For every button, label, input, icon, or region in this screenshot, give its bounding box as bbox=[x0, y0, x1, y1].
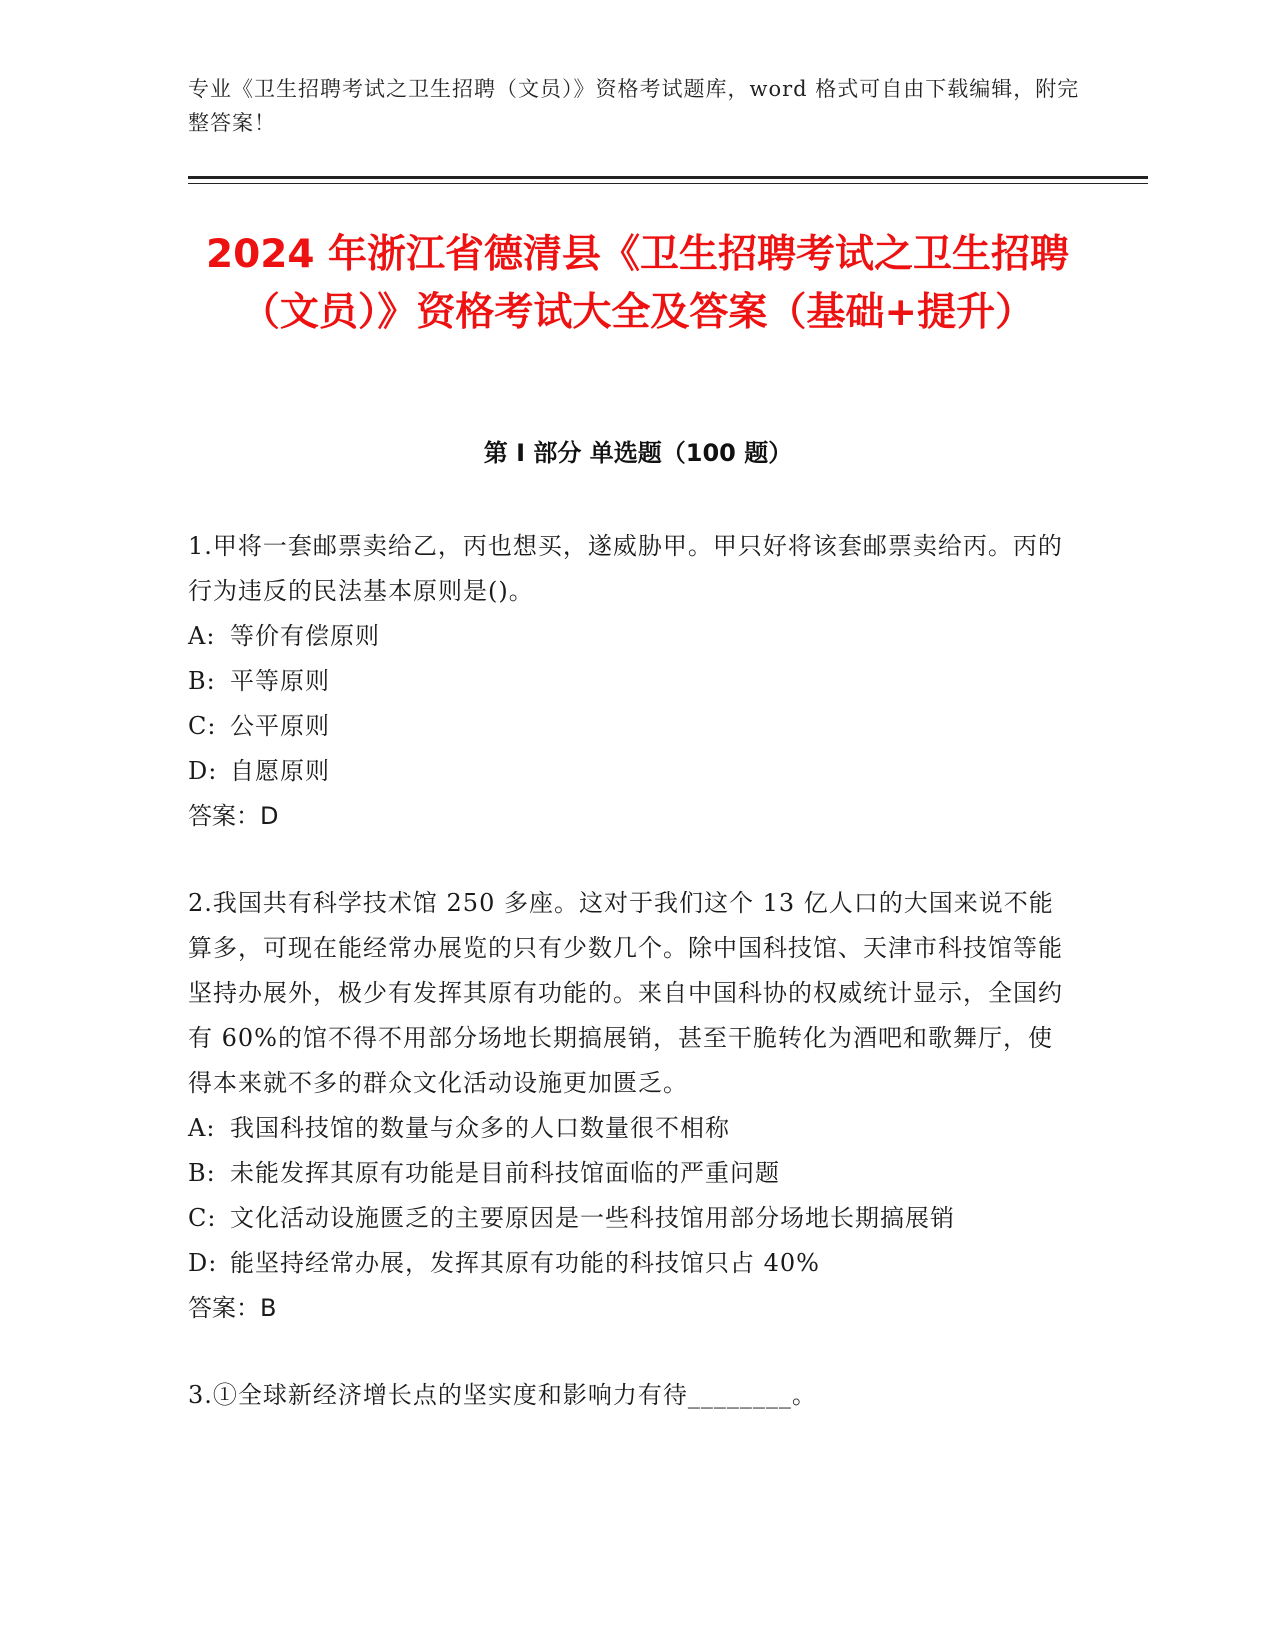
option-b bbox=[188, 659, 1068, 704]
option-letter: A: bbox=[188, 622, 216, 650]
option-c bbox=[188, 704, 1068, 749]
header-rule-thick bbox=[188, 176, 1148, 179]
option-letter: C: bbox=[188, 1204, 217, 1232]
answer-label: 答案：B bbox=[188, 1294, 277, 1322]
option-text: 未能发挥其原有功能是目前科技馆面临的严重问题 bbox=[230, 1159, 780, 1187]
option-a bbox=[188, 614, 1068, 659]
option-text: 公平原则 bbox=[230, 712, 330, 740]
question-2 bbox=[188, 881, 1068, 1331]
question-stem: 2.我国共有科学技术馆 250 多座。这对于我们这个 13 亿人口的大国来说不能算多，可现在能经常办展览的只有少数几个。除中国科技馆、天津市科技馆等能坚持办展外，极少有发挥其原有功能的。来自中国科协的权威统计显示，全国约有 60%的馆不得不用部分场地长期搞展销，甚至干脆转化为酒吧和歌舞厅，使得本来就不多的群众文化活动设施更加匮乏。 bbox=[188, 889, 1063, 1097]
option-b bbox=[188, 1151, 1068, 1196]
option-text: 平等原则 bbox=[230, 667, 330, 695]
option-letter: C: bbox=[188, 712, 217, 740]
option-text: 我国科技馆的数量与众多的人口数量很不相称 bbox=[230, 1114, 730, 1142]
option-letter: A: bbox=[188, 1114, 216, 1142]
option-d bbox=[188, 1241, 1068, 1286]
option-a bbox=[188, 1106, 1068, 1151]
option-letter: B: bbox=[188, 1159, 216, 1187]
option-c bbox=[188, 1196, 1068, 1241]
question-3 bbox=[188, 1373, 1068, 1418]
header-rule-thin bbox=[188, 183, 1148, 184]
option-text: 能坚持经常办展，发挥其原有功能的科技馆只占 40% bbox=[230, 1249, 820, 1277]
option-letter: D: bbox=[188, 757, 218, 785]
option-letter: D: bbox=[188, 1249, 218, 1277]
header-note: 专业《卫生招聘考试之卫生招聘（文员）》资格考试题库，word 格式可自由下载编辑，附完整答案！ bbox=[188, 77, 1080, 135]
question-1 bbox=[188, 524, 1068, 839]
section-heading: 第 I 部分 单选题（100 题） bbox=[483, 439, 793, 467]
option-text: 等价有偿原则 bbox=[230, 622, 380, 650]
option-d bbox=[188, 749, 1068, 794]
answer-label: 答案：D bbox=[188, 802, 279, 830]
document-title: 2024 年浙江省德清县《卫生招聘考试之卫生招聘（文员）》资格考试大全及答案（基础+提升） bbox=[205, 232, 1070, 335]
question-stem: 3.①全球新经济增长点的坚实度和影响力有待________。 bbox=[188, 1381, 817, 1409]
option-text: 自愿原则 bbox=[230, 757, 330, 785]
option-letter: B: bbox=[188, 667, 216, 695]
question-stem: 1.甲将一套邮票卖给乙，丙也想买，遂威胁甲。甲只好将该套邮票卖给丙。丙的行为违反的民法基本原则是()。 bbox=[188, 532, 1063, 605]
option-text: 文化活动设施匮乏的主要原因是一些科技馆用部分场地长期搞展销 bbox=[230, 1204, 955, 1232]
question-list bbox=[188, 524, 1068, 1460]
